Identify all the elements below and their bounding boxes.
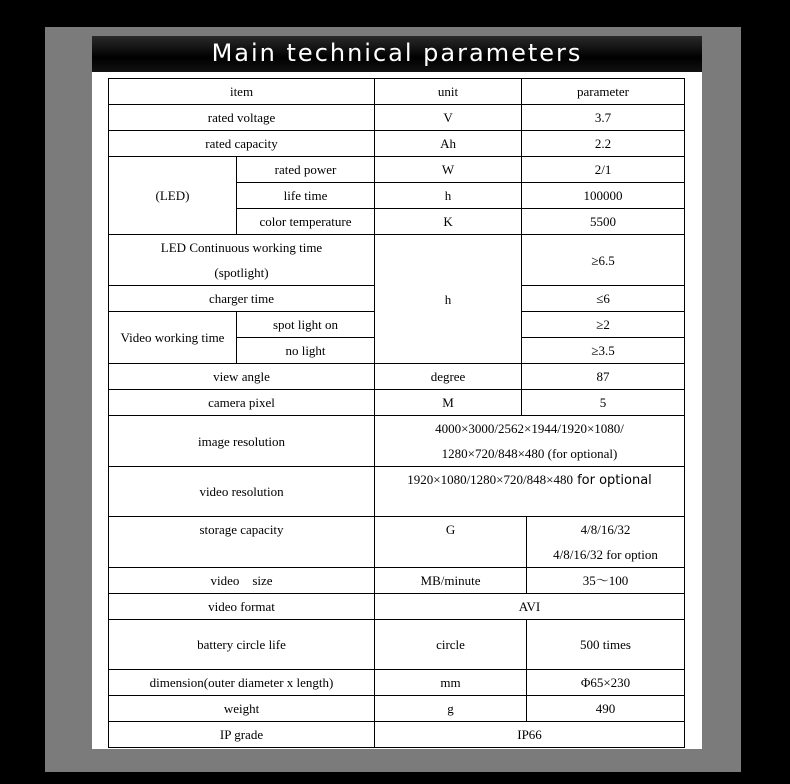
camera-pixel-value: 5 (522, 390, 685, 416)
table-row (109, 696, 685, 722)
table-row (109, 722, 685, 748)
rated-voltage-value: 3.7 (522, 105, 685, 131)
table-row (109, 105, 685, 131)
weight-label: weight (109, 696, 375, 722)
table-row (109, 620, 685, 670)
view-angle-label: view angle (109, 364, 375, 390)
charger-time-value: ≤6 (522, 286, 685, 312)
battery-circle-life-label: battery circle life (109, 620, 375, 670)
dimension-unit: mm (375, 670, 527, 696)
storage-capacity-value (527, 517, 685, 568)
image-resolution-line2: 1280×720/848×480 (for optional) (441, 446, 618, 461)
video-resolution-value (375, 467, 685, 517)
image-resolution-label: image resolution (109, 416, 375, 467)
header-item: item (109, 79, 375, 105)
camera-pixel-label: camera pixel (109, 390, 375, 416)
led-continuous-value: ≥6.5 (522, 235, 685, 286)
rated-capacity-label: rated capacity (109, 131, 375, 157)
led-continuous-label (109, 235, 375, 286)
camera-pixel-unit: M (375, 390, 522, 416)
image-resolution-line1: 4000×3000/2562×1944/1920×1080/ (435, 421, 624, 436)
table-row (109, 131, 685, 157)
image-resolution-value (375, 416, 685, 467)
life-time-value: 100000 (522, 183, 685, 209)
spot-light-on-label: spot light on (237, 312, 375, 338)
table-row (109, 390, 685, 416)
battery-circle-life-unit: circle (375, 620, 527, 670)
no-light-value: ≥3.5 (522, 338, 685, 364)
video-format-label: video format (109, 594, 375, 620)
video-resolution-label: video resolution (109, 467, 375, 517)
rated-capacity-unit: Ah (375, 131, 522, 157)
table-row (109, 517, 685, 568)
storage-capacity-label: storage capacity (109, 517, 375, 568)
charger-time-label: charger time (109, 286, 375, 312)
battery-circle-life-value: 500 times (527, 620, 685, 670)
storage-capacity-line1: 4/8/16/32 (580, 522, 631, 537)
video-working-group-label: Video working time (109, 312, 237, 364)
ip-grade-value: IP66 (375, 722, 685, 748)
led-group-label: (LED) (109, 157, 237, 235)
table-row (109, 416, 685, 467)
led-continuous-line1: LED Continuous working time (160, 240, 323, 255)
header-parameter: parameter (522, 79, 685, 105)
table-row (109, 157, 685, 183)
video-size-unit: MB/minute (375, 568, 527, 594)
storage-capacity-unit: G (375, 517, 527, 568)
led-continuous-line2: (spotlight) (214, 265, 269, 280)
life-time-unit: h (375, 183, 522, 209)
table-row (109, 670, 685, 696)
life-time-label: life time (237, 183, 375, 209)
hours-unit: h (375, 235, 522, 364)
header-unit: unit (375, 79, 522, 105)
title-banner (92, 36, 702, 72)
no-light-label: no light (237, 338, 375, 364)
weight-unit: g (375, 696, 527, 722)
view-angle-value: 87 (522, 364, 685, 390)
video-resolution-main: 1920×1080/1280×720/848×480 (407, 472, 573, 487)
dimension-label: dimension(outer diameter x length) (109, 670, 375, 696)
table-row (109, 467, 685, 517)
video-size-value: 35～100 (527, 568, 685, 594)
rated-power-value: 2/1 (522, 157, 685, 183)
rated-voltage-unit: V (375, 105, 522, 131)
dimension-value: Φ65×230 (527, 670, 685, 696)
color-temperature-label: color temperature (237, 209, 375, 235)
spot-light-on-value: ≥2 (522, 312, 685, 338)
page-title: Main technical parameters (211, 39, 583, 67)
table-row (109, 235, 685, 286)
rated-power-unit: W (375, 157, 522, 183)
table-row (109, 364, 685, 390)
video-size-label: video size (109, 568, 375, 594)
rated-capacity-value: 2.2 (522, 131, 685, 157)
storage-capacity-line2: 4/8/16/32 for option (553, 547, 658, 562)
ip-grade-label: IP grade (109, 722, 375, 748)
table-header-row (109, 79, 685, 105)
table-row (109, 568, 685, 594)
weight-value: 490 (527, 696, 685, 722)
table-row (109, 594, 685, 620)
parameters-table (108, 78, 685, 748)
video-format-value: AVI (375, 594, 685, 620)
rated-power-label: rated power (237, 157, 375, 183)
rated-voltage-label: rated voltage (109, 105, 375, 131)
video-resolution-suffix: for optional (572, 473, 652, 488)
color-temperature-value: 5500 (522, 209, 685, 235)
view-angle-unit: degree (375, 364, 522, 390)
color-temperature-unit: K (375, 209, 522, 235)
